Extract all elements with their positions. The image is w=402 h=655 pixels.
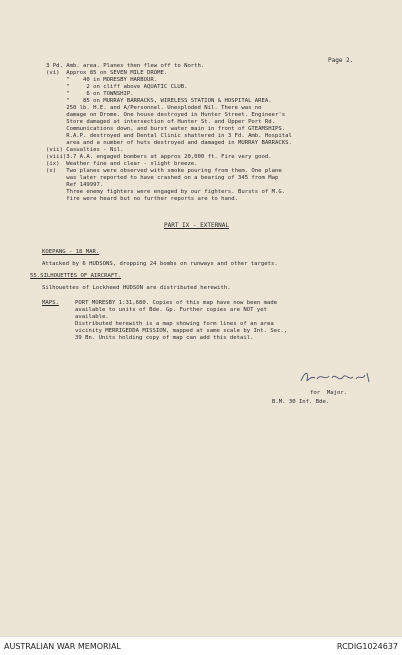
signature-title: for Major. bbox=[310, 390, 348, 396]
text-line: Ref 149997. bbox=[46, 182, 104, 188]
text-line: Communications down, and burst water main in front of GTEAMSHIPS. bbox=[46, 126, 286, 132]
page-number: Page 2. bbox=[328, 57, 354, 64]
text-line: 250 lb. H.E. and A/Personnel. Unexploded Nil. There was no bbox=[46, 105, 262, 111]
text-line: " 6 on TOWNSHIP. bbox=[46, 91, 134, 97]
handwritten-signature bbox=[299, 369, 373, 385]
text-line: (vii) Casualties - Nil. bbox=[46, 147, 124, 153]
maps-line: Distributed herewith is a map showing form lines of an area bbox=[75, 321, 274, 327]
maps-line: available. bbox=[75, 314, 109, 320]
text-line: (vi) Approx 85 on SEVEN MILE DROME. bbox=[46, 70, 168, 76]
text-line: area and a number of huts destroyed and damaged in MURRAY BARRACKS. bbox=[46, 140, 292, 146]
koepang-text: Attacked by 6 HUDSONS, dropping 24 bombs on runways and other targets. bbox=[42, 261, 278, 267]
text-line: " 2 on cliff above AQUATIC CLUB. bbox=[46, 84, 188, 90]
maps-line: available to units of Bde. Gp. Further copies are NOT yet bbox=[75, 307, 267, 313]
signature-unit: B.M. 30 Inf. Bde. bbox=[272, 399, 330, 405]
text-line: (x) Two planes were observed with smoke pouring from them. One plane bbox=[46, 168, 282, 174]
maps-line: vicinity MERRIGEDDA MISSION, mapped at same scale by Int. Sec., bbox=[75, 328, 288, 334]
footer-source: AUSTRALIAN WAR MEMORIAL bbox=[4, 642, 121, 651]
text-line: fire were heard but no further reports are to hand. bbox=[46, 196, 238, 202]
text-line: Store damaged at intersection of Hunter St. and Upper Port Rd. bbox=[46, 119, 276, 125]
koepang-heading: KOEPANG - 18 MAR. bbox=[42, 249, 100, 255]
text-line: Three enemy fighters were engaged by our fighters. Bursts of M.G. bbox=[46, 189, 286, 195]
text-line: (viii)3.7 A.A. engaged bombers at approx 20,000 ft. Fire very good. bbox=[46, 154, 272, 160]
text-line: damage on Drome. One house destroyed in Hunter Street. Engineer's bbox=[46, 112, 286, 118]
text-line: R.A.P. destroyed and Dental Clinic shattered in 3 Fd. Amb. Hospital bbox=[46, 133, 292, 139]
footer-bar bbox=[0, 636, 402, 655]
silhouettes-text: Silhouettes of Lockheed HUDSON are distributed herewith. bbox=[42, 285, 231, 291]
maps-line: PORT MORESBY 1:31,680. Copies of this map have now been made bbox=[75, 300, 278, 306]
text-line: " 40 in MORESBY HARBOUR. bbox=[46, 77, 158, 83]
footer-record-id: RCDIG1024637 bbox=[336, 642, 398, 651]
text-line: (ix) Weather fine and clear - slight breeze. bbox=[46, 161, 198, 167]
text-line: was later reported to have crashed on a bearing of 345 from Map bbox=[46, 175, 279, 181]
part-heading: PART IX - EXTERNAL bbox=[164, 222, 230, 229]
maps-label: MAPS. bbox=[42, 300, 59, 306]
text-line: 3 Pd. Amb. area. Planes then flew off to North. bbox=[46, 63, 205, 69]
text-line: " 85 on MURRAY BARRACKS, WIRELESS STATION & HOSPITAL AREA. bbox=[46, 98, 272, 104]
silhouettes-heading: 55.SILHOUETTES OF AIRCRAFT. bbox=[30, 273, 121, 279]
maps-line: 39 Bn. Units holding copy of map can add this detail. bbox=[75, 335, 254, 341]
